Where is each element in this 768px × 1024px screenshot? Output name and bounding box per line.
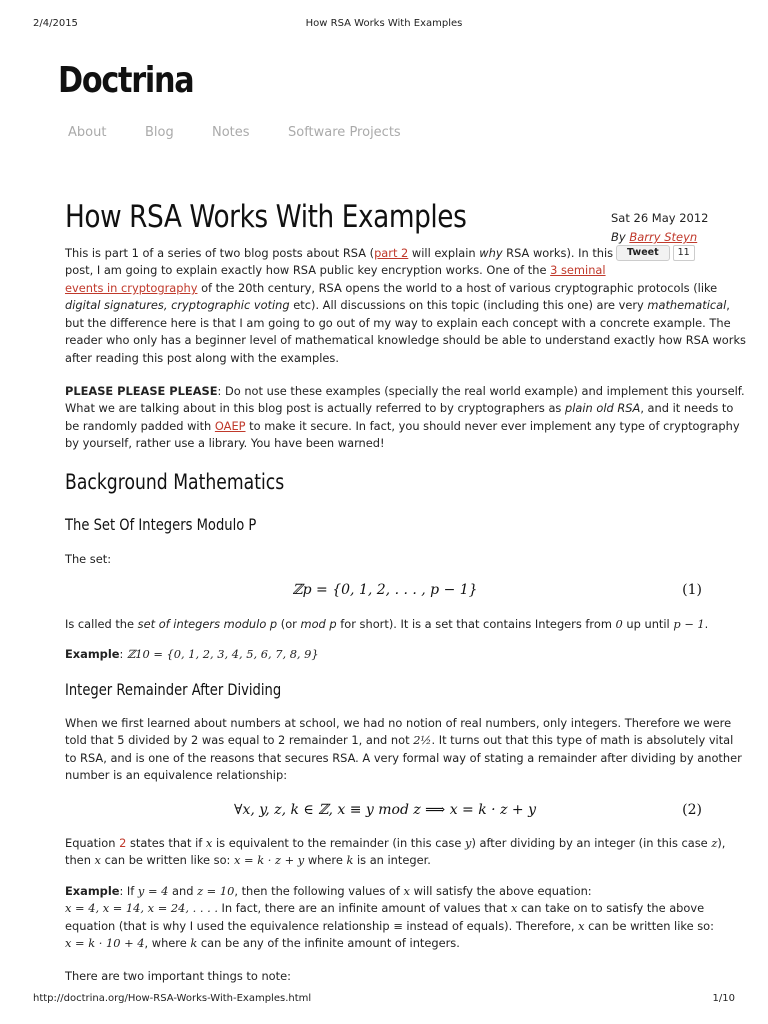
example-math: x = k · 10 + 4: [65, 936, 145, 951]
example-math: z = 10: [197, 884, 235, 898]
print-page-number: 1/10: [712, 993, 735, 1004]
equation-2: [65, 802, 705, 822]
equation-explanation: [65, 835, 726, 870]
explain-math: x: [94, 853, 101, 868]
equation-1: [65, 582, 705, 602]
the-set-label: [65, 551, 710, 568]
example-label: Example: [65, 647, 120, 661]
remainder-example: [65, 883, 714, 953]
seminal-link-cont[interactable]: events in cryptography: [65, 281, 198, 295]
example-text: and: [168, 884, 198, 898]
example-math: ℤ10 = {0, 1, 2, 3, 4, 5, 6, 7, 8, 9}: [126, 647, 319, 661]
warning-text: be randomly padded with: [65, 418, 215, 433]
equation-2-number: (2): [682, 802, 702, 818]
post-title: How RSA Works With Examples: [65, 199, 467, 235]
remainder-line: When we first learned about numbers at school, we had no notion of real numbers, only integers. Therefore we were: [65, 716, 732, 730]
post-byline: [611, 230, 697, 244]
example-text: can take on to satisfy the above: [517, 901, 705, 916]
example-math: x: [403, 884, 410, 898]
warning-text: , and it needs to: [640, 401, 734, 416]
tweet-count: 11: [673, 245, 695, 261]
seminal-link[interactable]: 3 seminal: [550, 263, 606, 278]
print-title: How RSA Works With Examples: [305, 18, 463, 29]
nav-blog[interactable]: Blog: [145, 125, 174, 140]
example-text: can be written like so:: [584, 918, 714, 933]
example-math: x: [510, 901, 518, 916]
explain-text: Equation: [65, 836, 120, 850]
remainder-line: number is an equivalence relationship:: [65, 768, 288, 783]
warning-bold: PLEASE PLEASE PLEASE: [65, 384, 218, 398]
set-emphasis: set of integers modulo p: [137, 617, 278, 631]
intro-text: post, I am going to explain exactly how RSA public key encryption works. One of the: [65, 263, 551, 278]
intro-text: of the 20th century, RSA opens the world to a host of various cryptographic protocols (like: [197, 281, 718, 295]
equation-1-number: (1): [682, 582, 702, 598]
explain-math: x = k · z + y: [234, 853, 305, 868]
explain-text: states that if: [126, 836, 206, 850]
nav-about[interactable]: About: [68, 125, 107, 140]
intro-emphasis: digital signatures, cryptographic voting: [65, 298, 290, 313]
example-text: : If: [119, 884, 138, 898]
example-math: k: [190, 936, 198, 951]
intro-text: will explain: [408, 246, 480, 260]
warning-emphasis: plain old RSA: [565, 401, 641, 416]
example-text: will satisfy the above equation:: [409, 884, 592, 898]
byline-prefix: By: [611, 230, 630, 244]
set-text: for short). It is a set that contains Integers from: [336, 617, 616, 631]
note-paragraph: [65, 968, 710, 985]
the-set-text: The set:: [65, 552, 112, 566]
heading-integer-remainder: Integer Remainder After Dividing: [65, 680, 282, 699]
explain-text: where: [304, 853, 347, 868]
intro-text: etc). All discussions on this topic (including this one) are very: [289, 298, 648, 313]
intro-text: ,: [726, 298, 730, 313]
intro-emphasis: why: [479, 246, 503, 260]
warning-paragraph: [65, 383, 745, 453]
intro-text: RSA works). In this: [502, 246, 614, 260]
set-example: Example: ℤ10 = {0, 1, 2, 3, 4, 5, 6, 7, 8, 9}: [65, 647, 319, 661]
set-text: up until: [622, 617, 674, 631]
equation-ref[interactable]: 2: [119, 836, 127, 850]
example-math: y = 4: [137, 884, 169, 898]
example-math: ≡: [393, 918, 403, 933]
explain-text: can be written like so:: [100, 853, 235, 868]
set-math: 0: [615, 617, 623, 631]
explain-text: then: [65, 853, 95, 868]
intro-line: reader who only has a beginner level of mathematical knowledge should be able to understand exactly how RSA works: [65, 333, 746, 348]
heading-integers-modulo: The Set Of Integers Modulo P: [65, 515, 257, 534]
explain-text: ),: [717, 836, 726, 850]
post-meta: [611, 211, 709, 244]
explain-math: z: [711, 836, 718, 850]
explain-math: y: [465, 836, 472, 850]
remainder-line: to RSA, and is one of the reasons that secures RSA. A very formal way of stating a remainder after dividing by another: [65, 750, 742, 765]
explain-math: x: [205, 836, 213, 850]
print-header: [0, 18, 768, 32]
note-text: There are two important things to note:: [65, 969, 291, 983]
example-text: In fact, there are an infinite amount of values that: [217, 901, 511, 916]
intro-emphasis: mathematical: [647, 298, 727, 313]
intro-paragraph-cont: [65, 280, 746, 367]
remainder-text: told that 5 divided by 2 was equal to 2 remainder 1, and not: [65, 733, 414, 748]
explain-text: is equivalent to the remainder (in this case: [212, 836, 465, 850]
explain-text: is an integer.: [353, 853, 431, 868]
nav-software-projects[interactable]: Software Projects: [288, 125, 401, 140]
example-math: x = 4, x = 14, x = 24, . . . .: [65, 901, 218, 916]
warning-text: : Do not use these examples (specially the real world example) and implement this yourself.: [217, 384, 745, 398]
remainder-text: . It turns out that this type of math is absolutely vital: [431, 733, 734, 748]
print-url: http://doctrina.org/How-RSA-Works-With-Examples.html: [33, 993, 312, 1004]
set-text: (or: [277, 617, 301, 631]
remainder-paragraph: [65, 715, 742, 785]
example-text: , where: [144, 936, 191, 951]
warning-text: What we are talking about in this blog post is actually referred to by cryptographers as: [65, 401, 565, 416]
example-text: instead of equals). Therefore,: [402, 918, 579, 933]
nav-notes[interactable]: Notes: [212, 125, 250, 140]
example-text: , then the following values of: [234, 884, 404, 898]
set-math: p − 1: [673, 617, 705, 631]
set-definition: [65, 616, 710, 633]
oaep-link[interactable]: OAEP: [214, 418, 246, 433]
equation-1-body: ℤp = {0, 1, 2, . . . , p − 1}: [292, 582, 478, 598]
explain-math: k: [346, 853, 354, 868]
example-label: Example: [65, 884, 120, 898]
example-text: equation (that is why I used the equivalence relationship: [65, 918, 394, 933]
remainder-math: 2½: [413, 733, 432, 748]
heading-background-mathematics: Background Mathematics: [65, 470, 285, 494]
set-text: Is called the: [65, 617, 138, 631]
intro-paragraph: [65, 245, 614, 280]
intro-text: This is part 1 of a series of two blog posts about RSA (: [65, 246, 375, 260]
tweet-widget: [616, 245, 695, 260]
warning-text: to make it secure. In fact, you should never ever implement any type of cryptography: [245, 418, 740, 433]
intro-line: after reading this post along with the examples.: [65, 350, 339, 365]
set-text: .: [704, 617, 709, 631]
part2-link[interactable]: part 2: [374, 246, 409, 260]
author-link[interactable]: Barry Steyn: [629, 230, 698, 244]
example-text: can be any of the infinite amount of integers.: [197, 936, 460, 951]
tweet-button[interactable]: Tweet: [616, 245, 670, 261]
site-logo[interactable]: Doctrina: [58, 60, 194, 101]
warning-line: by yourself, rather use a library. You have been warned!: [65, 436, 385, 451]
post-date: Sat 26 May 2012: [611, 211, 709, 225]
example-math: x: [578, 918, 585, 933]
set-emphasis: mod p: [300, 617, 337, 631]
explain-text: ) after dividing by an integer (in this case: [471, 836, 712, 850]
equation-2-body: ∀x, y, z, k ∈ ℤ, x ≡ y mod z ⟹ x = k · z + y: [234, 802, 536, 818]
print-date: 2/4/2015: [33, 18, 78, 29]
intro-line: but the difference here is that I am going to go out of my way to explain each concept with a concrete example. The: [65, 315, 731, 330]
